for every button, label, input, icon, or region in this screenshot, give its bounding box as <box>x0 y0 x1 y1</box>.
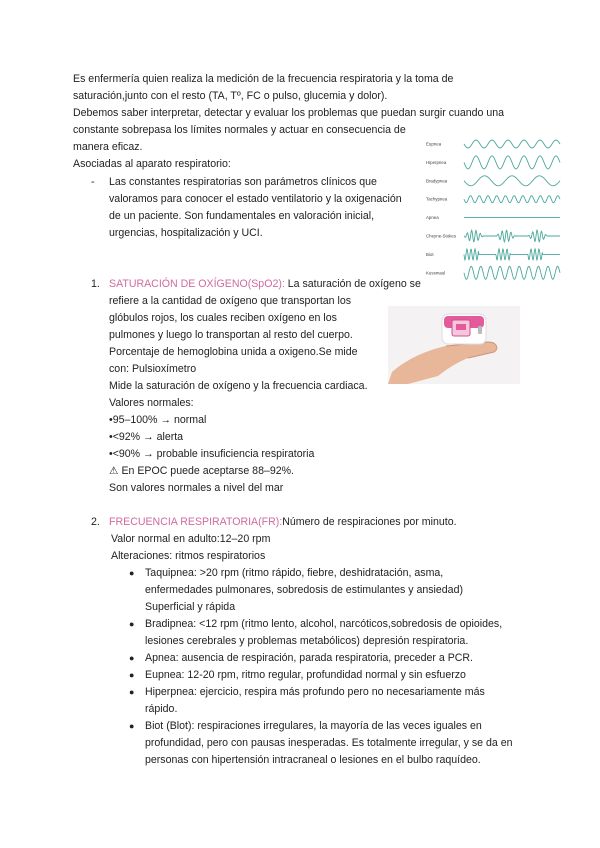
section1-line: Mide la saturación de oxígeno y la frecuencia cardiaca. <box>109 380 368 392</box>
bullet-dot-icon: ● <box>129 653 135 663</box>
section1-title: SATURACIÓN DE OXÍGENO(SpO2): <box>109 278 285 290</box>
resp-pattern-label: Kussmaul <box>426 270 446 276</box>
regular-wave-icon <box>464 140 560 148</box>
intro-line: constante sobrepasa los límites normales y actuar en consecuencia de <box>73 124 406 136</box>
bullet-line: lesiones cerebrales y problemas metabólicos) depresión respiratoria. <box>145 635 469 647</box>
bullet-line: personas con hipertensión intracraneal o lesiones en el bulbo raquídeo. <box>145 754 481 766</box>
resp-pattern-label: Cheyne-Stokes <box>426 233 457 239</box>
slow-wave-icon <box>464 176 560 186</box>
resp-pattern-label: Biot <box>426 251 434 257</box>
deep-wave-icon <box>464 156 560 169</box>
deep-fast-wave-icon <box>464 266 560 279</box>
section1-line: glóbulos rojos, los cuales reciben oxígeno en los <box>109 312 337 324</box>
dash-item-line: urgencias, hospitalización y UCI. <box>109 227 263 239</box>
crescendo-wave-icon <box>464 230 560 242</box>
section2-heading <box>109 516 457 529</box>
intro-line: saturación,junto con el resto (TA, Tº, FC o pulso, glucemia y dolor). <box>73 90 388 102</box>
bullet-dot-icon: ● <box>129 721 135 731</box>
resp-pattern-label: Tachypnea <box>426 196 448 202</box>
section2-number: 2. <box>91 516 100 528</box>
section2-line: Número de respiraciones por minuto. <box>282 516 457 528</box>
section2-line: Valor normal en adulto:12–20 rpm <box>111 533 271 545</box>
bullet-line: Biot (Blot): respiraciones irregulares, la mayoría de las veces iguales en <box>145 720 482 732</box>
resp-pattern-label: Eupnea <box>426 141 442 147</box>
section1-number: 1. <box>91 278 100 290</box>
section1-line: La saturación de oxígeno se <box>284 278 421 290</box>
bullet-line: Apnea: ausencia de respiración, parada respiratoria, preceder a PCR. <box>145 652 474 664</box>
dash-marker: - <box>91 176 95 188</box>
fast-wave-icon <box>464 196 560 203</box>
intro-line: manera eficaz. <box>73 141 143 153</box>
section1-line: Valores normales: <box>109 397 194 409</box>
bullet-line: enfermedades pulmonares, sobredosis de estimulantes y ansiedad) <box>145 584 463 596</box>
intro-line: Debemos saber interpretar, detectar y evaluar los problemas que puedan surgir cuando una <box>73 107 505 119</box>
bullet-dot-icon: ● <box>129 619 135 629</box>
section1-line: refiere a la cantidad de oxígeno que transportan los <box>109 295 352 307</box>
resp-pattern-label: Hiperpnea <box>426 159 447 165</box>
section1-line: •95–100% → normal <box>109 414 207 426</box>
section2-title: FRECUENCIA RESPIRATORIA(FR): <box>109 516 283 528</box>
section1-line: con: Pulsioxímetro <box>109 363 197 375</box>
bullet-line: profundidad, pero con pausas inesperadas. Es totalmente irregular, y se da en <box>145 737 513 749</box>
dash-item-line: Las constantes respiratorias son parámetros clínicos que <box>109 176 377 188</box>
respiratory-patterns-figure <box>424 134 564 284</box>
bullet-dot-icon: ● <box>129 670 135 680</box>
section1-line: •<90% → probable insuficiencia respiratoria <box>109 448 315 460</box>
dash-item-line: de un paciente. Son fundamentales en valoración inicial, <box>109 210 375 222</box>
section1-line: Son valores normales a nivel del mar <box>109 482 284 494</box>
dash-item-line: valoramos para conocer el estado ventilatorio y la oxigenación <box>109 193 402 205</box>
bullet-dot-icon: ● <box>129 568 135 578</box>
bullet-line: Superficial y rápida <box>145 601 236 613</box>
section1-heading <box>109 278 421 291</box>
bullet-line: Taquipnea: >20 rpm (ritmo rápido, fiebre, deshidratación, asma, <box>145 567 444 579</box>
section1-line: pulmones y luego lo transportan al resto del cuerpo. <box>109 329 353 341</box>
bullet-line: Bradipnea: <12 rpm (ritmo lento, alcohol, narcóticos,sobredosis de opioides, <box>145 618 503 630</box>
resp-pattern-label: Apnea <box>426 215 439 221</box>
bullet-line: Eupnea: 12-20 rpm, ritmo regular, profundidad normal y sin esfuerzo <box>145 669 466 681</box>
resp-pattern-label: Bradypnea <box>426 178 448 184</box>
section1-line: ⚠ En EPOC puede aceptarse 88–92%. <box>109 465 294 477</box>
bullet-line: rápido. <box>145 703 178 715</box>
section2-line: Alteraciones: ritmos respiratorios <box>111 550 266 562</box>
bullet-dot-icon: ● <box>129 687 135 697</box>
intro-line: Es enfermería quien realiza la medición de la frecuencia respiratoria y la toma de <box>73 73 454 85</box>
section1-line: •<92% → alerta <box>109 431 184 443</box>
intro-line: Asociadas al aparato respiratorio: <box>73 158 231 170</box>
pulse-oximeter-image <box>388 306 520 384</box>
cluster-wave-icon <box>464 249 560 260</box>
bullet-line: Hiperpnea: ejercicio, respira más profundo pero no necesariamente más <box>145 686 485 698</box>
section1-line: Porcentaje de hemoglobina unida a oxigeno.Se mide <box>109 346 358 358</box>
